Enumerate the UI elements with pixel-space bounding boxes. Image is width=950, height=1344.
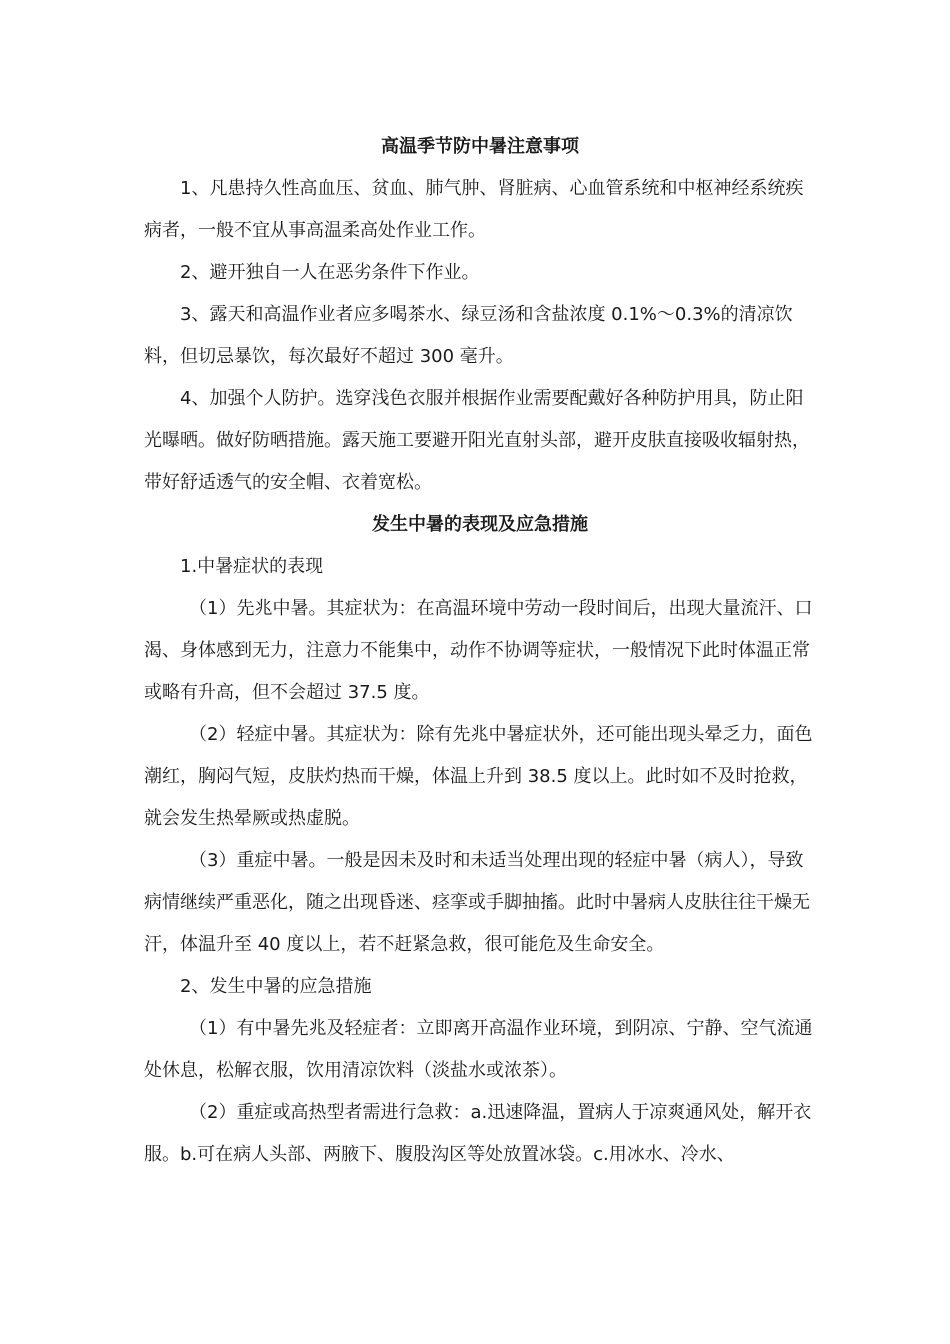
document-body <box>144 126 816 1176</box>
paragraph-emergency-2: （2）重症或高热型者需进行急救：a.迅速降温，置病人于凉爽通风处，解开衣服。b.可在病人头部、两腋下、腹股沟区等处放置冰袋。c.用冰水、冷水、 <box>144 1102 812 1165</box>
paragraph-item-4: 4、加强个人防护。选穿浅色衣服并根据作业需要配戴好各种防护用具，防止阳光曝晒。做好防晒措施。露天施工要避开阳光直射头部，避开皮肤直接吸收辐射热，带好舒适透气的安全帽、衣着宽松。 <box>144 388 810 493</box>
paragraph-symptom-2: （2）轻症中暑。其症状为：除有先兆中暑症状外，还可能出现头晕乏力，面色潮红，胸闷气短，皮肤灼热而干燥，体温上升到 38.5 度以上。此时如不及时抢救，就会发生热晕厥或热虚脱。 <box>144 724 813 829</box>
paragraph-item-3: 3、露天和高温作业者应多喝茶水、绿豆汤和含盐浓度 0.1%～0.3%的清凉饮料，但切忌暴饮，每次最好不超过 300 毫升。 <box>144 304 793 367</box>
paragraph-emergency-1: （1）有中暑先兆及轻症者：立即离开高温作业环境，到阴凉、宁静、空气流通处休息，松解衣服，饮用清凉饮料（淡盐水或浓茶）。 <box>144 1018 813 1081</box>
paragraph-symptom-3: （3）重症中暑。一般是因未及时和未适当处理出现的轻症中暑（病人），导致病情继续严重恶化，随之出现昏迷、痉挛或手脚抽搐。此时中暑病人皮肤往往干燥无汗，体温升至 40 度以上，若不赶紧急救，很可能危及生命安全。 <box>144 850 810 955</box>
section-title-prevention: 高温季节防中暑注意事项 <box>381 136 579 157</box>
section-title-symptoms: 发生中暑的表现及应急措施 <box>372 514 588 535</box>
paragraph-symptom-1: （1）先兆中暑。其症状为：在高温环境中劳动一段时间后，出现大量流汗、口渴、身体感到无力，注意力不能集中，动作不协调等症状，一般情况下此时体温正常或略有升高，但不会超过 37.5 度。 <box>144 598 813 703</box>
paragraph-item-1: 1、凡患持久性高血压、贫血、肺气肿、肾脏病、心血管系统和中枢神经系统疾病者，一般不宜从事高温柔高处作业工作。 <box>144 178 804 241</box>
subheading-symptoms: 1.中暑症状的表现 <box>180 556 324 577</box>
subheading-emergency: 2、发生中暑的应急措施 <box>180 976 372 997</box>
paragraph-item-2: 2、避开独自一人在恶劣条件下作业。 <box>180 262 480 283</box>
